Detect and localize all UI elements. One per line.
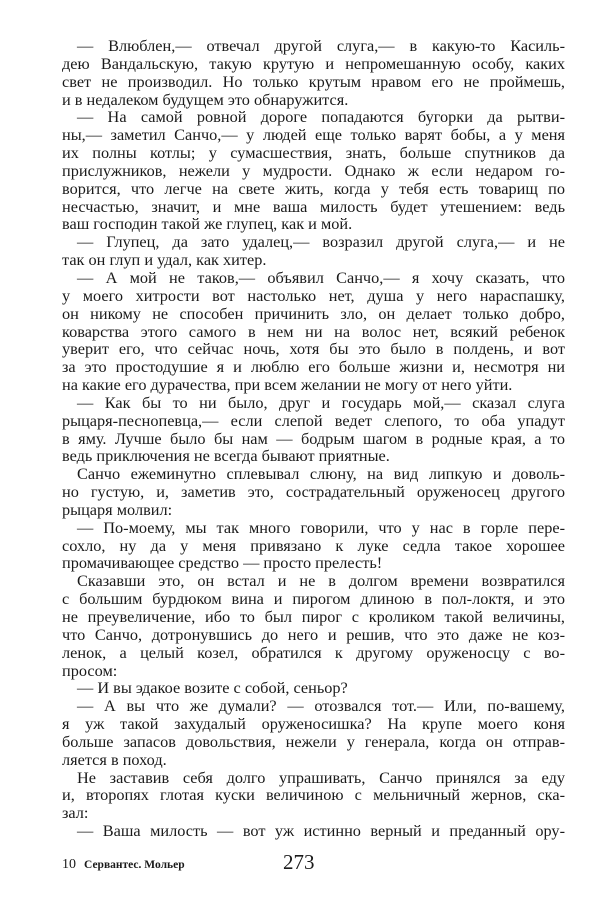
text-line: — Глупец, да зато удалец,— возразил другой слуга,— и не: [77, 232, 565, 252]
text-line: дею Вандальскую, такую крутую и непромешанную особу, каких: [62, 53, 565, 73]
text-line: Санчо ежеминутно сплевывал слюну, на вид липкую и доволь-: [77, 464, 565, 484]
text-line: ваш господин такой же глупец, как и мой.: [62, 214, 353, 234]
text-line: Сказавши это, он встал и не в долгом времени возвратился: [77, 571, 565, 591]
text-line: — Влюблен,— отвечал другой слуга,— в какую-то Касиль-: [77, 36, 565, 55]
text-line: на какие его дурачества, при всем желании не могу от него уйти.: [62, 375, 513, 395]
text-line: — Как бы то ни было, друг и государь мой,— сказал слуга: [77, 392, 565, 412]
text-line: просом:: [62, 660, 118, 680]
text-line: промачивающее средство — просто прелесть!: [62, 553, 383, 573]
text-line: так он глуп и удал, как хитер.: [62, 250, 267, 270]
text-line: коварства этого самого в нем ни на волос нет, всякий ребенок: [62, 321, 565, 341]
text-line: — По-моему, мы так много говорили, что у нас в горле пере-: [77, 517, 565, 537]
text-line: сохло, ну да у меня привязано к луке седла такое хорошее: [62, 535, 565, 555]
text-line: — А мой не таков,— объявил Санчо,— я хочу сказать, что: [77, 267, 565, 287]
text-line: рыцаря-песнопевца,— если слепой ведет слепого, то оба упадут: [62, 410, 565, 430]
printer-signature: [62, 857, 185, 873]
text-line: их полны котлы; у сумасшествия, знать, больше спутников да: [62, 143, 565, 163]
text-line: Не заставив себя долго упрашивать, Санчо принялся за еду: [77, 767, 565, 787]
text-line: несчастью, значит, и мне ваша милость будет утешением: ведь: [62, 196, 565, 216]
text-line: ляется в поход.: [62, 749, 167, 769]
text-line: зал:: [62, 803, 89, 823]
text-line: ны,— заметил Санчо,— у людей еще только варят бобы, а у меня: [62, 125, 565, 145]
text-line: — На самой ровной дороге попадаются бугорки да рытви-: [77, 107, 565, 127]
text-line: он никому не способен причинить зло, он делает только добро,: [62, 303, 565, 323]
text-line: ворится, что легче на свете жить, когда у тебя есть товарищ по: [62, 178, 565, 198]
signature-number: 10: [62, 857, 76, 872]
text-line: прислужников, нежели у мудрости. Однако ж если недаром го-: [62, 160, 565, 180]
text-line: — И вы эдакое возите с собой, сеньор?: [77, 678, 348, 698]
signature-title: Сервантес. Мольер: [84, 859, 185, 871]
text-line: и в недалеком будущем это обнаружится.: [62, 89, 349, 109]
text-line: ленок, а целый козел, обратился к другому оруженосцу с во-: [62, 642, 565, 662]
text-line: у моего хитрости вот настолько нет, душа у него нараспашку,: [62, 285, 565, 305]
text-line: что Санчо, дотронувшись до него и решив, что это даже не коз-: [62, 624, 565, 644]
text-line: но густую, и, заметив это, сострадательный оруженосец другого: [62, 482, 565, 502]
page-body-text: [62, 37, 565, 840]
text-line: — Ваша милость — вот уж истинно верный и преданный ору-: [77, 821, 565, 841]
text-line: в яму. Лучше было бы нам — бодрым шагом в родные края, а то: [62, 428, 565, 448]
text-line: и, второпях глотая куски величиною с мельничный жернов, ска-: [62, 785, 565, 805]
text-line: я уж такой захудалый оруженосишка? На крупе моего коня: [62, 714, 565, 734]
text-line: с большим бурдюком вина и пирогом длиною в пол-локтя, и это: [62, 589, 565, 609]
text-line: больше запасов довольствия, нежели у генерала, когда он отправ-: [62, 731, 565, 751]
text-line: рыцаря молвил:: [62, 499, 173, 519]
text-line: не преувеличение, ибо то был пирог с кроликом такой величины,: [62, 607, 565, 626]
text-line: — А вы что же думали? — отозвался тот.— Или, по-вашему,: [77, 696, 565, 716]
text-line: ведь приключения не всегда бывают приятные.: [62, 446, 390, 466]
text-line: уверит его, что сейчас ночь, хотя бы это было в полдень, и вот: [62, 339, 565, 359]
page-number: 273: [283, 850, 315, 874]
text-line: за это простодушие я и люблю его больше жизни и, несмотря ни: [62, 357, 565, 377]
text-line: свет не производил. Но только крутым нравом его не проймешь,: [62, 71, 565, 91]
